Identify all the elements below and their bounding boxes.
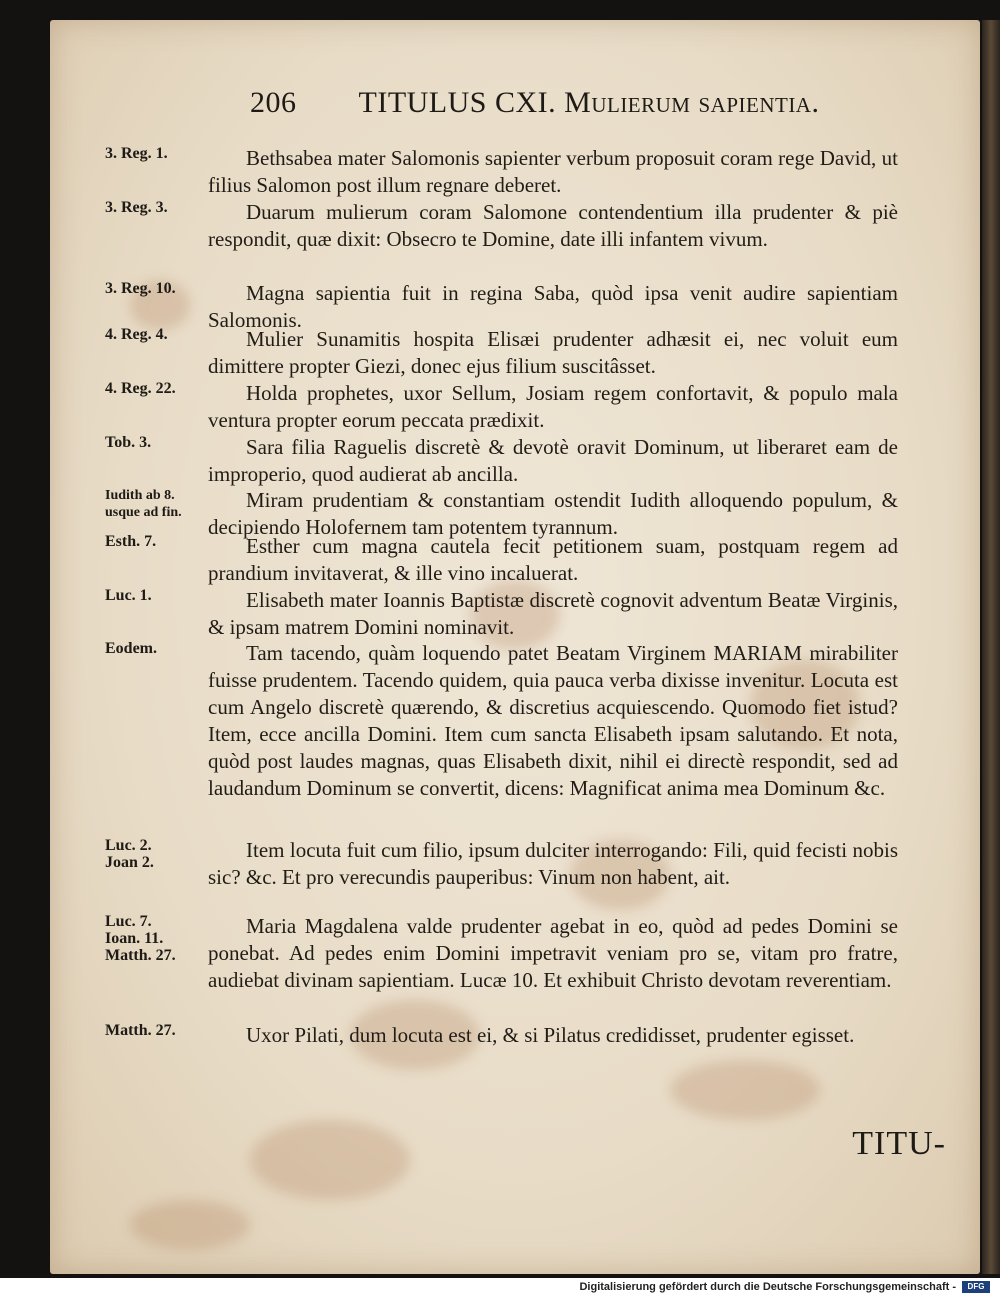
margin-reference: Luc. 7. Ioan. 11. Matth. 27. — [105, 913, 176, 964]
paragraph: Mulier Sunamitis hospita Elisæi prudenter adhæsit ei, nec voluit eum dimittere propter Giezi, donec ejus filium suscitâsset. — [208, 327, 898, 378]
paragraph: Magna sapientia fuit in regina Saba, quòd ipsa venit audire sapientiam Salomonis. — [208, 281, 898, 332]
paragraph: Bethsabea mater Salomonis sapienter verbum proposuit coram rege David, ut filius Salomon post illum regnare deberet. — [208, 146, 898, 197]
digitization-credit — [579, 1281, 990, 1293]
paragraph: Holda prophetes, uxor Sellum, Josiam regem confortavit, & populo mala ventura propter eorum peccata prædixit. — [208, 381, 898, 432]
book-edge — [982, 20, 1000, 1274]
running-header — [250, 86, 850, 120]
margin-reference: Tob. 3. — [105, 434, 152, 451]
margin-reference: 4. Reg. 22. — [105, 380, 176, 397]
paragraph: Esther cum magna cautela fecit petitionem suam, postquam regem ad prandium invitaverat, & ille vino incaluerat. — [208, 534, 898, 585]
margin-reference: Luc. 1. — [105, 587, 152, 604]
margin-reference: Luc. 2. Joan 2. — [105, 837, 154, 871]
paragraph: Duarum mulierum coram Salomone contendentium illa prudenter & piè respondit, quæ dixit: Obsecro te Domine, date illi infantem vivum. — [208, 200, 898, 251]
margin-reference: Esth. 7. — [105, 533, 157, 550]
margin-reference: Eodem. — [105, 640, 157, 657]
margin-reference: 4. Reg. 4. — [105, 326, 168, 343]
foxing-stain — [250, 1120, 410, 1200]
paragraph: Miram prudentiam & constantiam ostendit Iudith alloquendo populum, & decipiendo Holofernem tam potentem tyrannum. — [208, 488, 898, 539]
margin-reference: 3. Reg. 10. — [105, 280, 176, 297]
paragraph: Item locuta fuit cum filio, ipsum dulciter interrogando: Fili, quid fecisti nobis sic? &c. Et pro verecundis pauperibus: Vinum non habent, ait. — [208, 838, 898, 889]
foxing-stain — [130, 1200, 250, 1250]
margin-reference: 3. Reg. 1. — [105, 145, 168, 162]
catchword: TITU- — [852, 1125, 946, 1162]
margin-reference: Iudith ab 8. usque ad fin. — [105, 488, 182, 520]
margin-reference: 3. Reg. 3. — [105, 199, 168, 216]
credit-text: Digitalisierung gefördert durch die Deutsche Forschungsgemeinschaft - — [579, 1281, 956, 1293]
dfg-logo: DFG — [962, 1281, 990, 1293]
paragraph: Tam tacendo, quàm loquendo patet Beatam Virginem MARIAM mirabiliter fuisse prudentem. Tacendo quidem, quia pauca verba dixisse invenitur. Locuta est cum Angelo discretè quærendo, & discretius acquiescendo. Quomodo fiet istud? Item, ecce ancilla Domini. Item cum sancta Elisabeth ipsam salutando. Et nota, quòd post laudes magnas, quas Elisabeth dixit, nihil ei directè respondit, sed ad laudandum Dominum se convertit, dicens: Magnificat anima mea Dominum &c. — [208, 641, 898, 800]
margin-reference: Matth. 27. — [105, 1022, 176, 1039]
page-number: 206 — [250, 86, 297, 119]
paragraph: Maria Magdalena valde prudenter agebat in eo, quòd ad pedes Domini se ponebat. Ad pedes enim Domini impetravit veniam pro se, vitam pro fratre, audiebat divinam sapientiam. Lucæ 10. Et exhibuit Christo devotam reverentiam. — [208, 914, 898, 992]
paragraph: Elisabeth mater Ioannis Baptistæ discretè cognovit adventum Beatæ Virginis, & ipsam matrem Domini nominavit. — [208, 588, 898, 639]
page-title: TITULUS CXI. Mulierum sapientia. — [358, 86, 820, 119]
foxing-stain — [670, 1060, 820, 1120]
paragraph: Sara filia Raguelis discretè & devotè oravit Dominum, ut liberaret eam de improperio, quod audierat ab ancilla. — [208, 435, 898, 486]
paragraph: Uxor Pilati, dum locuta est ei, & si Pilatus credidisset, prudenter egisset. — [246, 1023, 855, 1047]
